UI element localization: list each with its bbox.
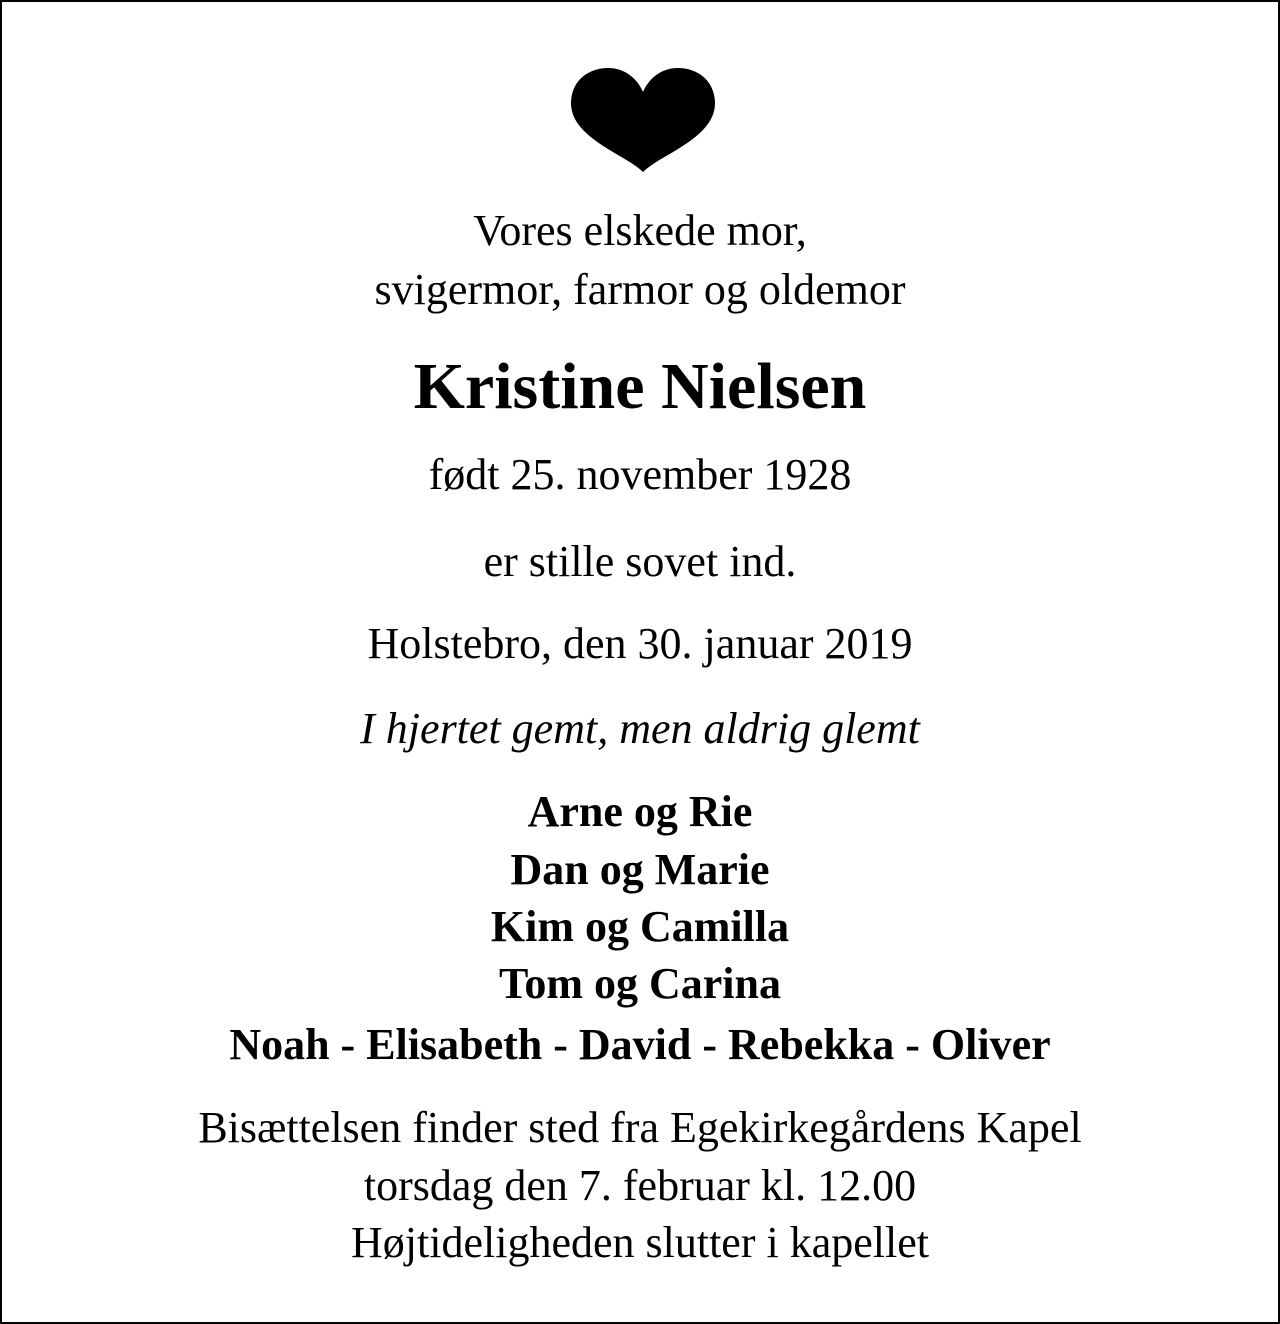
- birth-date: født 25. november 1928: [428, 450, 852, 499]
- family-line: Dan og Marie: [510, 845, 770, 894]
- grandchildren-line: Noah - Elisabeth - David - Rebekka - Oliver: [229, 1020, 1051, 1069]
- funeral-info-line-2: torsdag den 7. februar kl. 12.00: [363, 1161, 917, 1210]
- intro-line-2: svigermor, farmor og oldemor: [374, 265, 906, 314]
- deceased-name: Kristine Nielsen: [413, 350, 867, 423]
- heart-icon: [570, 68, 716, 172]
- funeral-info-line-1: Bisættelsen finder sted fra Egekirkegårdens Kapel: [198, 1103, 1082, 1152]
- memorial-motto: I hjertet gemt, men aldrig glemt: [360, 704, 920, 753]
- family-line: Arne og Rie: [527, 787, 753, 836]
- family-line: Kim og Camilla: [490, 902, 790, 951]
- place-and-date: Holstebro, den 30. januar 2019: [367, 619, 913, 668]
- passing-text: er stille sovet ind.: [483, 537, 797, 586]
- intro-line-1: Vores elskede mor,: [473, 206, 807, 255]
- family-line: Tom og Carina: [499, 959, 781, 1008]
- funeral-info-line-3: Højtideligheden slutter i kapellet: [351, 1218, 929, 1267]
